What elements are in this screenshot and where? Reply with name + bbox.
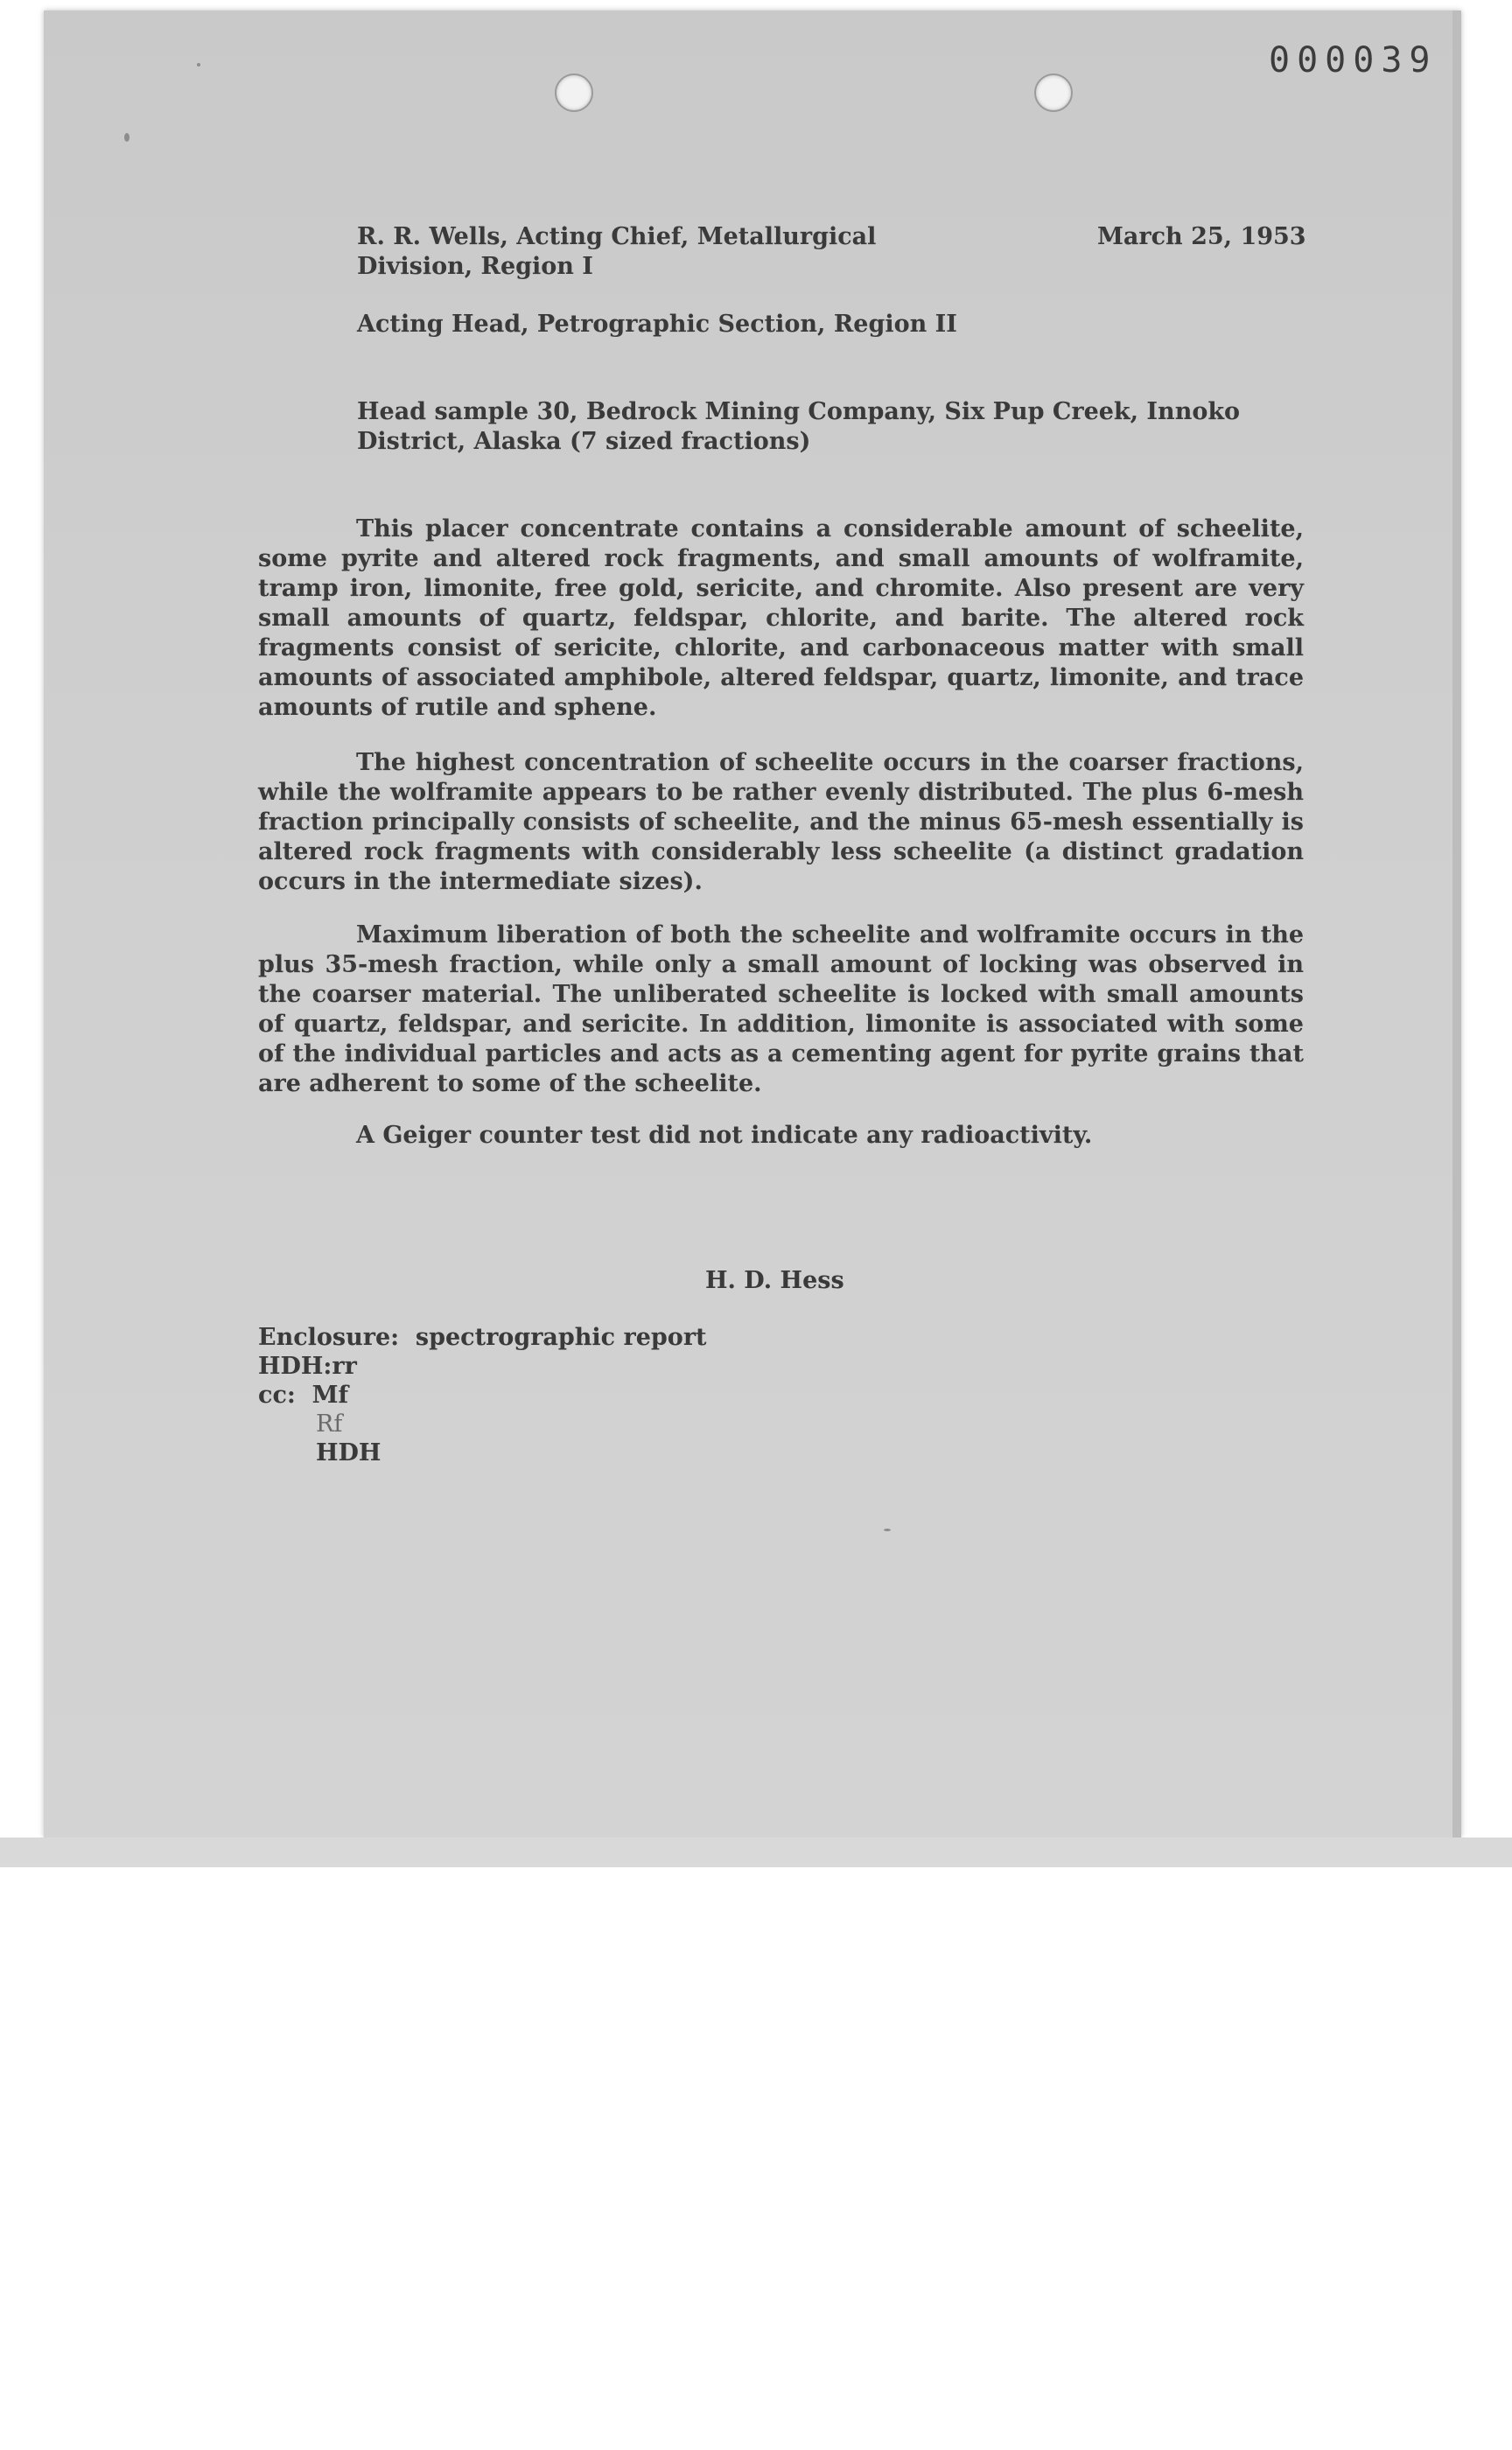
body-paragraph-3-text: Maximum liberation of both the scheelite and wolframite occurs in the plus 35-mesh fraction, while only a small amount of locking was observed in the coarser material. The unliberated scheelite is locked with small amounts of quartz, feldspar, and sericite. In addition, limonite is associated with some of the individual particles and acts as a cementing agent for pyrite grains that are adherent to some of the scheelite. [258,921,1304,1097]
body-paragraph-4-text: A Geiger counter test did not indicate any radioactivity. [356,1122,1093,1149]
scan-bottom-strip [0,1838,1512,1867]
memo-date: March 25, 1953 [1097,223,1306,250]
memo-closing [258,1323,707,1467]
cc-line: cc: Mf [258,1382,349,1409]
memo-subject-line1: Head sample 30, Bedrock Mining Company, Six Pup Creek, Innoko [357,398,1241,425]
body-paragraph-2 [258,748,1304,897]
scan-speck [124,133,130,142]
page-stamp-number: 000039 [1269,40,1438,80]
body-paragraph-3 [258,920,1304,1099]
memo-to: Acting Head, Petrographic Section, Region II [357,311,957,338]
scan-speck [197,63,200,66]
scan-speck [884,1529,891,1531]
body-paragraph-1-text: This placer concentrate contains a considerable amount of scheelite, some pyrite and altered rock fragments, and small amounts of wolframite, tramp iron, limonite, free gold, sericite, and chromite. Also present are very small amounts of quartz, feldspar, chlorite, and barite. The altered rock fragments consist of sericite, chlorite, and carbonaceous matter with small amounts of associated amphibole, altered feldspar, quartz, limonite, and trace amounts of rutile and sphene. [258,515,1304,721]
signature-name: H. D. Hess [705,1267,844,1294]
cc-recipient-rf: Rf [316,1410,343,1438]
memo-subject-line2: District, Alaska (7 sized fractions) [357,428,811,455]
memo-from-line2: Division, Region I [357,253,593,280]
punch-hole-left [555,74,593,112]
memo-from-line1: R. R. Wells, Acting Chief, Metallurgical [357,223,877,250]
body-paragraph-2-text: The highest concentration of scheelite occurs in the coarser fractions, while the wolframite appears to be rather evenly distributed. The plus 6-mesh fraction principally consists of scheelite, and the minus 65-mesh essentially is altered rock fragments with considerably less scheelite (a distinct gradation occurs in the intermediate sizes). [258,749,1304,895]
memo-from [357,222,970,282]
body-paragraph-1 [258,514,1304,723]
cc-recipient-hdh: HDH [316,1439,382,1466]
initials-line: HDH:rr [258,1353,357,1380]
memo-subject [357,397,1267,457]
punch-hole-right [1034,74,1073,112]
enclosure-line: Enclosure: spectrographic report [258,1324,707,1351]
body-paragraph-4 [258,1121,1304,1151]
